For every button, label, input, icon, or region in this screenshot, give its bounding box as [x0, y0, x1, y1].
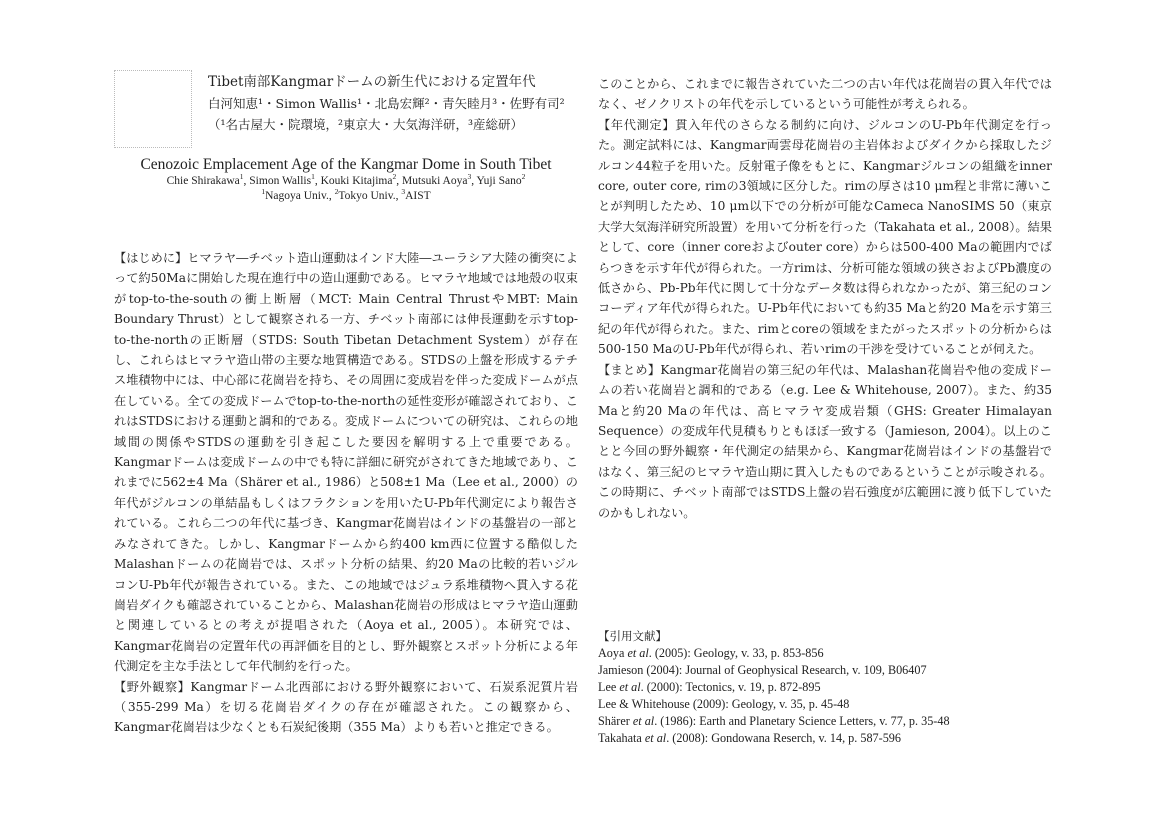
field-paragraph: 【野外観察】Kangmarドーム北西部における野外観察において、石炭系泥質片岩（355-299 Ma）を切る花崗岩ダイクの存在が確認された。この観察から、Kangmar花崗岩は少なくとも石炭紀後期（355 Ma）よりも若いと推定できる。	[114, 679, 578, 735]
en-affiliations: $^1$Nagoya Univ., $^2$Tokyo Univ., $^3$AIST	[261, 187, 431, 202]
reference-item: Lee & Whitehouse (2009): Geology, v. 35, p. 45-48	[598, 697, 850, 711]
reference-item: Takahata et al. (2008): Gondowana Reserch, v. 14, p. 587-596	[598, 731, 901, 745]
references	[598, 628, 1052, 747]
jp-title: Tibet南部Kangmarドームの新生代における定置年代	[208, 74, 536, 90]
continuation-paragraph: このことから、これまでに報告されていた二つの古い年代は花崗岩の貫入年代ではなく、ゼノクリストの年代を示しているという可能性が考えられる。	[598, 77, 1052, 112]
references-title: 【引用文献】	[598, 629, 667, 643]
reference-item: Shärer et al. (1986): Earth and Planetary Science Letters, v. 77, p. 35-48	[598, 714, 950, 728]
en-author: Chie Shirakawa	[166, 175, 240, 187]
reference-item: Lee et al. (2000): Tectonics, v. 19, p. 872-895	[598, 680, 821, 694]
reference-item: Jamieson (2004): Journal of Geophysical Research, v. 109, B06407	[598, 663, 927, 677]
en-author: Simon Wallis	[249, 175, 312, 187]
en-authors: Chie Shirakawa$^1$, Simon Wallis$^1$, Kouki Kitajima$^2$, Mutsuki Aoya$^3$, Yuji Sano$^2$	[166, 172, 526, 187]
en-author: Mutsuki Aoya	[401, 175, 468, 187]
summary-paragraph: 【まとめ】Kangmar花崗岩の第三紀の年代は、Malashan花崗岩や他の変成ドームの若い花崗岩と調和的である（e.g. Lee & Whitehouse, 2007）。また、約35 Maと約20 Maの年代は、高ヒマラヤ変成岩類（GHS: Greater Himalayan Sequence）の変成年代見積もりともほぼ一致する（Jamieson, 2004）。以上のことと今回の野外観察・年代測定の結果から、Kangmar花崗岩はインドの基盤岩ではなく、第三紀のヒマラヤ造山期に貫入したものであるということが示唆される。この時期に、チベット南部ではSTDS上盤の岩石強度が広範囲に渡り低下していたのかもしれない。	[598, 362, 1052, 520]
right-column	[598, 74, 1052, 523]
en-title: Cenozoic Emplacement Age of the Kangmar Dome in South Tibet	[140, 156, 552, 173]
en-author: Kouki Kitajima	[320, 175, 393, 187]
logo-placeholder	[114, 70, 192, 148]
jp-authors: 白河知恵¹・Simon Wallis¹・北島宏輝²・青矢睦月³・佐野有司²	[208, 96, 565, 111]
intro-paragraph: 【はじめに】ヒマラヤ―チベット造山運動はインド大陸―ユーラシア大陸の衝突によって約50Maに開始した現在進行中の造山運動である。ヒマラヤ地域では地殻の収束がtop-to-the-southの衝上断層（MCT: Main Central ThrustやMBT: Main Boundary Thrust）として観察される一方、チベット南部には伸長運動を示すtop-to-the-northの正断層（STDS: South Tibetan Detachment System）が存在し、これらはヒマラヤ造山帯の主要な地質構造である。STDSの上盤を形成するテチス堆積物中には、中心部に花崗岩を持ち、その周囲に変成岩を伴った変成ドームが点在している。全ての変成ドームでtop-to-the-northの延性変形が確認されており、これはSTDSにおける運動と調和的である。変成ドームについての研究は、これらの地域間の関係やSTDSの運動を引き起こした要因を解明する上で重要である。Kangmarドームは変成ドームの中でも特に詳細に研究がされてきた地域であり、これまでに562±4 Ma（Shärer et al., 1986）と508±1 Ma（Lee et al., 2000）の年代がジルコンの単結晶もしくはフラクションを用いたU-Pb年代測定により報告されている。これら二つの年代に基づき、Kangmar花崗岩はインドの基盤岩の一部とみなされてきた。しかし、Kangmarドームから約400 km西に位置する酷似したMalashanドームの花崗岩では、スポット分析の結果、約20 Maの比較的若いジルコンU-Pb年代が報告されている。また、この地域ではジュラ系堆積物へ貫入する花崗岩ダイクも確認されていることから、Malashan花崗岩の形成はヒマラヤ造山運動と関連しているとの考えが提唱された（Aoya et al., 2005）。本研究では、Kangmar花崗岩の定置年代の再評価を目的とし、野外観察とスポット分析による年代測定を主な手法として年代制約を行った。	[114, 251, 578, 674]
jp-affiliations: （¹名古屋大・院環境，²東京大・大気海洋研，³産総研）	[208, 117, 524, 132]
left-column	[114, 248, 578, 738]
english-header	[114, 155, 578, 204]
dating-paragraph: 【年代測定】貫入年代のさらなる制約に向け、ジルコンのU-Pb年代測定を行った。測定試料には、Kangmar両雲母花崗岩の主岩体およびダイクから採取したジルコン44粒子を用いた。反射電子像をもとに、Kangmarジルコンの組織をinner core, outer core, rimの3領域に区分した。rimの厚さは10 μm程と非常に薄いことが判明したため、10 μm以下での分析が可能なCameca NanoSIMS 50（東京大学大気海洋研究所設置）を用いて分析を行った（Takahata et al., 2008）。結果として、core（inner coreおよびouter core）からは500-400 Maの範囲内でばらつきを示す年代が得られた。一方rimは、分析可能な領域の狭さおよびPb濃度の低さから、Pb-Pb年代に関して十分なデータ数は得られなかったが、第三紀のコンコーディア年代が得られた。U-Pb年代においても約35 Maと約20 Maを示す第三紀の年代が得られた。また、rimとcoreの領域をまたがったスポットの分析からは500-150 MaのU-Pb年代が得られ、若いrimの干渉を受けていることが伺えた。	[598, 117, 1052, 357]
reference-item: Aoya et al. (2005): Geology, v. 33, p. 853-856	[598, 646, 824, 660]
japanese-header	[208, 72, 588, 135]
en-author: Yuji Sano	[476, 175, 522, 187]
